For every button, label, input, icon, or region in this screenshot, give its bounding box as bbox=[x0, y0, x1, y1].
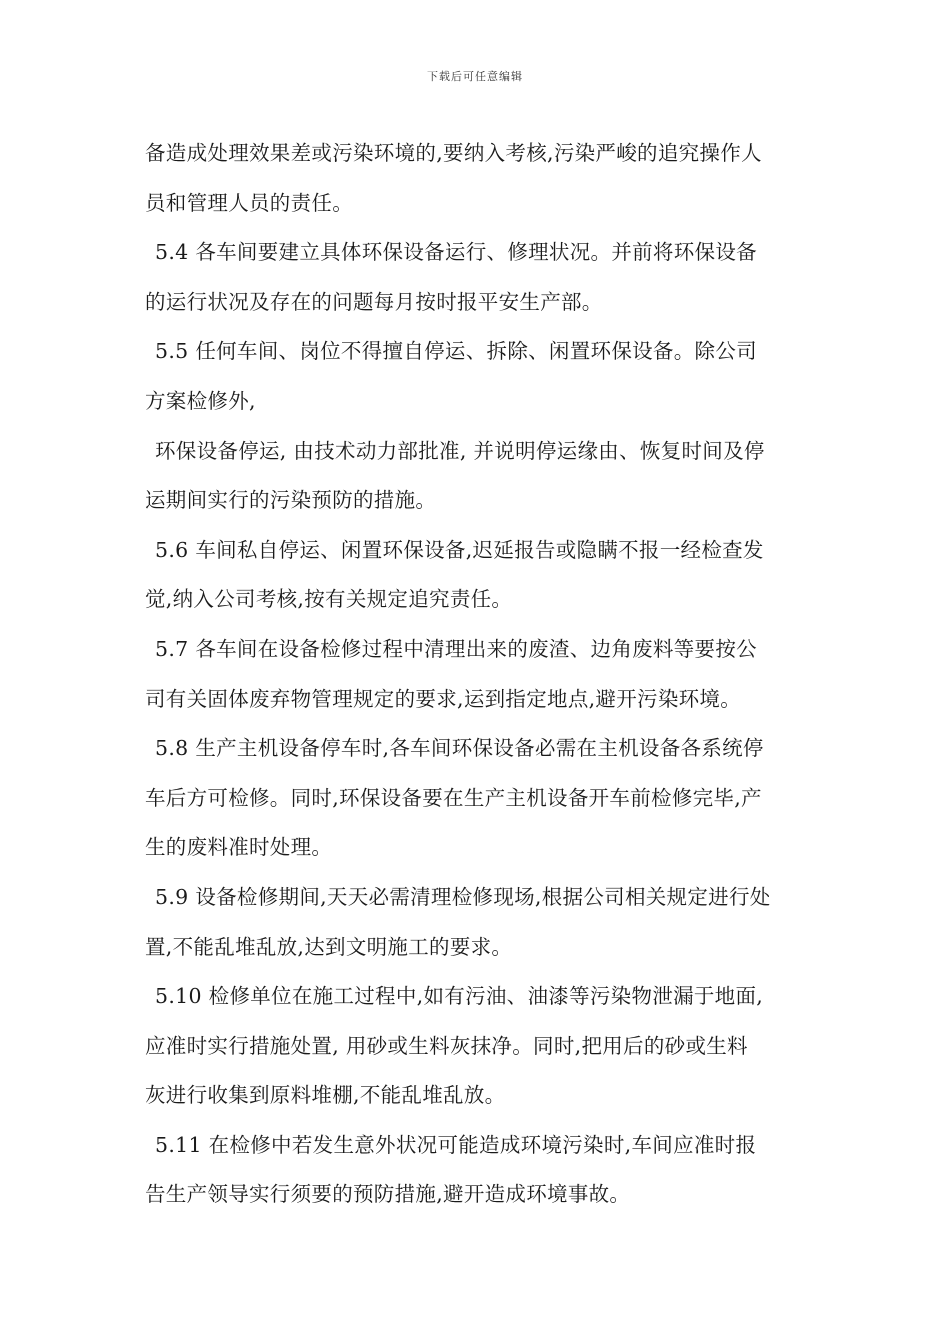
text-line: 灰进行收集到原料堆棚,不能乱堆乱放。 bbox=[145, 1083, 506, 1108]
text-line: 车后方可检修。同时,环保设备要在生产主机设备开车前检修完毕,产 bbox=[145, 785, 762, 810]
text-line: 司有关固体废弃物管理规定的要求,运到指定地点,避开污染环境。 bbox=[145, 686, 742, 711]
text-line: 觉,纳入公司考核,按有关规定追究责任。 bbox=[145, 587, 513, 612]
text-line: 置,不能乱堆乱放,达到文明施工的要求。 bbox=[145, 934, 513, 959]
text-line: 5.9 设备检修期间,天天必需清理检修现场,根据公司相关规定进行处 bbox=[155, 884, 771, 909]
text-line: 告生产领导实行须要的预防措施,避开造成环境事故。 bbox=[145, 1182, 631, 1207]
text-line: 5.11 在检修中若发生意外状况可能造成环境污染时,车间应准时报 bbox=[155, 1132, 757, 1157]
text-line: 5.8 生产主机设备停车时,各车间环保设备必需在主机设备各系统停 bbox=[155, 736, 764, 761]
text-line: 5.6 车间私自停运、闲置环保设备,迟延报告或隐瞒不报一经检查发 bbox=[155, 537, 764, 562]
text-line: 环保设备停运, 由技术动力部批准, 并说明停运缘由、恢复时间及停 bbox=[155, 438, 765, 463]
text-line: 员和管理人员的责任。 bbox=[145, 190, 353, 215]
document-body bbox=[145, 129, 810, 1220]
text-line: 5.10 检修单位在施工过程中,如有污油、油漆等污染物泄漏于地面, bbox=[155, 984, 764, 1009]
text-line: 5.7 各车间在设备检修过程中清理出来的废渣、边角废料等要按公 bbox=[155, 636, 757, 661]
text-line: 生的废料准时处理。 bbox=[145, 835, 333, 860]
text-line: 的运行状况及存在的问题每月按时报平安生产部。 bbox=[145, 289, 603, 314]
text-line: 运期间实行的污染预防的措施。 bbox=[145, 488, 437, 513]
page-header: 下载后可任意编辑 bbox=[427, 70, 523, 83]
text-line: 5.4 各车间要建立具体环保设备运行、修理状况。并前将环保设备 bbox=[155, 240, 757, 265]
text-line: 方案检修外, bbox=[145, 388, 256, 413]
text-line: 应准时实行措施处置, 用砂或生料灰抹净。同时,把用后的砂或生料 bbox=[145, 1033, 748, 1058]
text-line: 5.5 任何车间、岗位不得擅自停运、拆除、闲置环保设备。除公司 bbox=[155, 339, 757, 364]
text-line: 备造成处理效果差或污染环境的,要纳入考核,污染严峻的追究操作人 bbox=[145, 141, 762, 165]
